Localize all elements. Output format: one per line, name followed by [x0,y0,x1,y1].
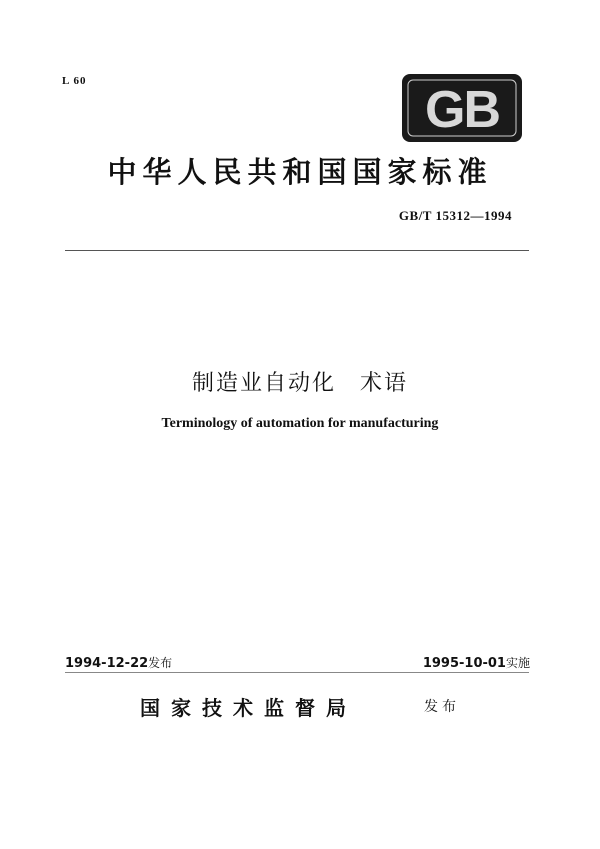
issuer-action: 发布 [424,699,460,715]
standard-code: GB/T 15312—1994 [398,208,512,223]
standard-name: 中华人民共和国国家标准 [107,155,493,189]
implementation-date-value: 1995-10-01 [422,656,506,671]
title-english: Terminology of automation for manufacturing [161,416,439,431]
issue-date [65,654,172,671]
issue-date-label: 发布 [148,656,173,670]
classification-code: L 60 [62,75,87,87]
top-divider [65,250,529,251]
issuer-name: 国家技术监督局 [140,696,357,720]
implementation-date [423,654,530,671]
gb-logo [400,72,524,144]
issue-date-value: 1994-12-22 [65,656,149,671]
bottom-divider [65,672,529,673]
implementation-date-label: 实施 [505,656,530,670]
title-chinese: 制造业自动化 术语 [191,371,408,396]
gb-logo-text: GB [425,81,499,139]
